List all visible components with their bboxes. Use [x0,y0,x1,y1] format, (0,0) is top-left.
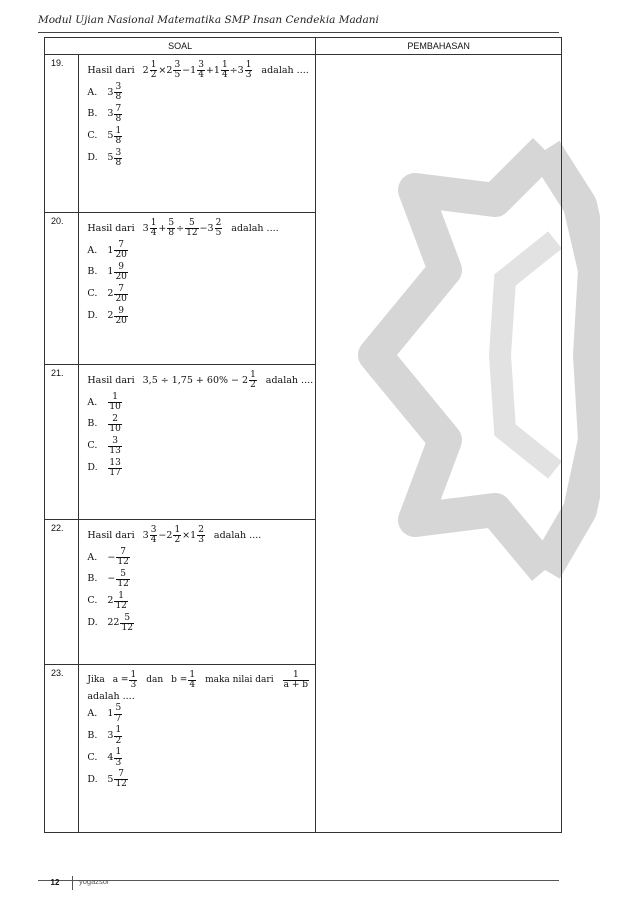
question-20 [79,213,316,365]
q21-prefix: Hasil dari [87,374,135,386]
option-fraction: $\frac{5}{12}$ [121,612,133,633]
stem-suffix: adalah .... [261,64,309,76]
option-fraction: $\frac{1}{12}$ [115,590,127,612]
pembahasan-area [316,55,562,833]
q23-a-fraction: $\frac{1}{3}$ [130,670,137,691]
q21-suffix: adalah .... [265,374,314,386]
operator: ÷ [176,222,185,234]
option-fraction: $\frac{3}{13}$ [109,435,121,457]
operator: + [205,64,214,76]
column-header-soal: SOAL [45,38,316,55]
option-label: D. [87,617,98,629]
footer-divider [38,880,559,881]
whole-number: 3 [142,222,149,234]
q23-line2: adalah .... [87,690,135,702]
whole-number: − [107,573,116,585]
question-number: 22. [45,520,79,665]
operator: − [182,64,191,76]
whole-number: 5 [107,773,114,785]
mixed-fraction: $\frac{2}{3}$ [198,525,204,546]
header-divider [38,32,559,33]
q21-expr-fraction: $\frac{1}{2}$ [250,370,256,391]
stem-prefix: Hasil dari [87,529,135,541]
option-fraction: $\frac{1}{10}$ [109,391,121,413]
whole-number: 3 [142,529,149,541]
option-label: C. [87,130,98,142]
option-fraction: $\frac{7}{8}$ [115,103,122,125]
option-fraction: $\frac{1}{2}$ [115,725,122,746]
q23-stem: Jika a = $\frac{1}{3}$ dan b = $\frac{1}{4}$ maka nilai dari $\frac{1}{a + b}$ [87,670,308,691]
option-fraction: $\frac{1}{3}$ [115,747,122,768]
option-label: A. [87,396,98,408]
q19-stem [87,61,315,81]
question-23 [79,665,316,833]
answer-option-a [87,548,315,568]
answer-option-d [87,149,315,169]
whole-number: 1 [107,708,114,720]
option-fraction: $\frac{7}{20}$ [115,283,127,305]
option-fraction: $\frac{7}{12}$ [117,546,129,568]
option-label: C. [87,440,98,452]
whole-number: 2 [107,288,114,300]
stem-prefix: Hasil dari [87,222,135,234]
option-label: A. [87,86,98,98]
question-table [44,37,562,833]
footer-author: yogazsor [79,877,110,886]
q23-b-fraction: $\frac{1}{4}$ [189,670,196,691]
page-header-title: Modul Ujian Nasional Matematika SMP Insan Cendekia Madani [38,14,379,26]
mixed-fraction: $\frac{5}{8}$ [168,218,175,239]
answer-option-a [87,704,315,724]
mixed-fraction: $\frac{2}{5}$ [215,218,222,239]
whole-number: 3 [107,729,114,741]
mixed-fraction: $\frac{5}{12}$ [186,218,198,239]
answer-option-d [87,459,315,479]
q20-stem [87,219,315,239]
option-label: C. [87,751,98,763]
option-label: B. [87,266,98,278]
operator: − [158,529,167,541]
whole-number: 3 [107,108,114,120]
whole-number: 1 [213,64,220,76]
operator: × [182,529,191,541]
q19-options [87,83,315,169]
answer-option-a [87,83,315,103]
operator: ÷ [229,64,238,76]
option-label: D. [87,310,98,322]
whole-number: 1 [190,64,197,76]
whole-number: 2 [107,595,114,607]
q21-options [87,393,315,479]
question-22 [79,520,316,665]
operator: × [158,64,167,76]
mixed-fraction: $\frac{3}{4}$ [150,525,157,546]
whole-number: 2 [166,64,173,76]
option-label: A. [87,551,98,563]
option-fraction: $\frac{3}{8}$ [115,81,122,103]
option-fraction: $\frac{2}{10}$ [109,413,121,435]
q22-options [87,548,315,634]
q23-options [87,704,315,790]
whole-number: 1 [107,244,114,256]
q21-expr-text: 3,5 ÷ 1,75 + 60% − 2 [142,374,249,386]
question-number: 19. [45,55,79,213]
question-number: 21. [45,365,79,520]
option-fraction: $\frac{3}{8}$ [115,147,122,168]
option-label: A. [87,244,98,256]
page-number: 12 [38,876,73,890]
option-label: D. [87,152,98,164]
answer-option-b [87,726,315,746]
answer-option-b [87,263,315,283]
option-fraction: $\frac{7}{12}$ [115,768,127,790]
option-label: B. [87,418,98,430]
option-fraction: $\frac{5}{7}$ [115,703,122,724]
whole-number: 3 [107,86,114,98]
mixed-fraction: $\frac{3}{4}$ [198,60,204,81]
answer-option-d [87,614,315,634]
question-19 [79,55,316,213]
whole-number: 2 [142,64,149,76]
answer-option-c [87,437,315,457]
whole-number: − [107,551,116,563]
mixed-fraction: $\frac{3}{5}$ [174,60,181,81]
whole-number: 1 [190,529,197,541]
q20-options [87,241,315,327]
q23-expr-fraction: $\frac{1}{a + b}$ [283,670,308,691]
option-fraction: $\frac{9}{20}$ [115,305,127,326]
option-fraction: $\frac{7}{20}$ [115,239,127,261]
whole-number: 3 [237,64,244,76]
option-fraction: $\frac{1}{8}$ [115,125,122,147]
answer-option-c [87,592,315,612]
answer-option-b [87,570,315,590]
answer-option-b [87,415,315,435]
mixed-fraction: $\frac{1}{3}$ [245,60,252,81]
whole-number: 2 [166,529,173,541]
question-21 [79,365,316,520]
option-label: B. [87,729,98,741]
stem-suffix: adalah .... [231,222,279,234]
answer-option-c [87,285,315,305]
option-fraction: $\frac{13}{17}$ [109,457,121,478]
operator: − [199,222,208,234]
answer-option-d [87,770,315,790]
whole-number: 22 [107,617,120,629]
answer-option-c [87,748,315,768]
mixed-fraction: $\frac{1}{4}$ [150,218,157,239]
whole-number: 2 [107,310,114,322]
answer-option-b [87,105,315,125]
question-number: 23. [45,665,79,833]
whole-number: 1 [107,266,114,278]
whole-number: 4 [107,751,114,763]
whole-number: 5 [107,130,114,142]
column-header-pembahasan: PEMBAHASAN [316,38,562,55]
option-label: C. [87,288,98,300]
mixed-fraction: $\frac{1}{2}$ [174,525,181,546]
option-label: C. [87,595,98,607]
mixed-fraction: $\frac{1}{4}$ [221,60,228,81]
whole-number: 5 [107,152,114,164]
option-fraction: $\frac{9}{20}$ [115,261,127,283]
option-label: D. [87,773,98,785]
operator: + [158,222,167,234]
option-label: D. [87,462,98,474]
answer-option-d [87,307,315,327]
answer-option-a [87,393,315,413]
stem-suffix: adalah .... [213,529,262,541]
option-label: B. [87,108,98,120]
option-label: A. [87,708,98,720]
whole-number: 3 [207,222,214,234]
answer-option-a [87,241,315,261]
option-label: B. [87,573,98,585]
q22-stem [87,526,315,546]
question-number: 20. [45,213,79,365]
answer-option-c [87,127,315,147]
mixed-fraction: $\frac{1}{2}$ [150,60,157,81]
stem-prefix: Hasil dari [87,64,135,76]
option-fraction: $\frac{5}{12}$ [117,568,129,590]
q21-stem [87,371,315,391]
